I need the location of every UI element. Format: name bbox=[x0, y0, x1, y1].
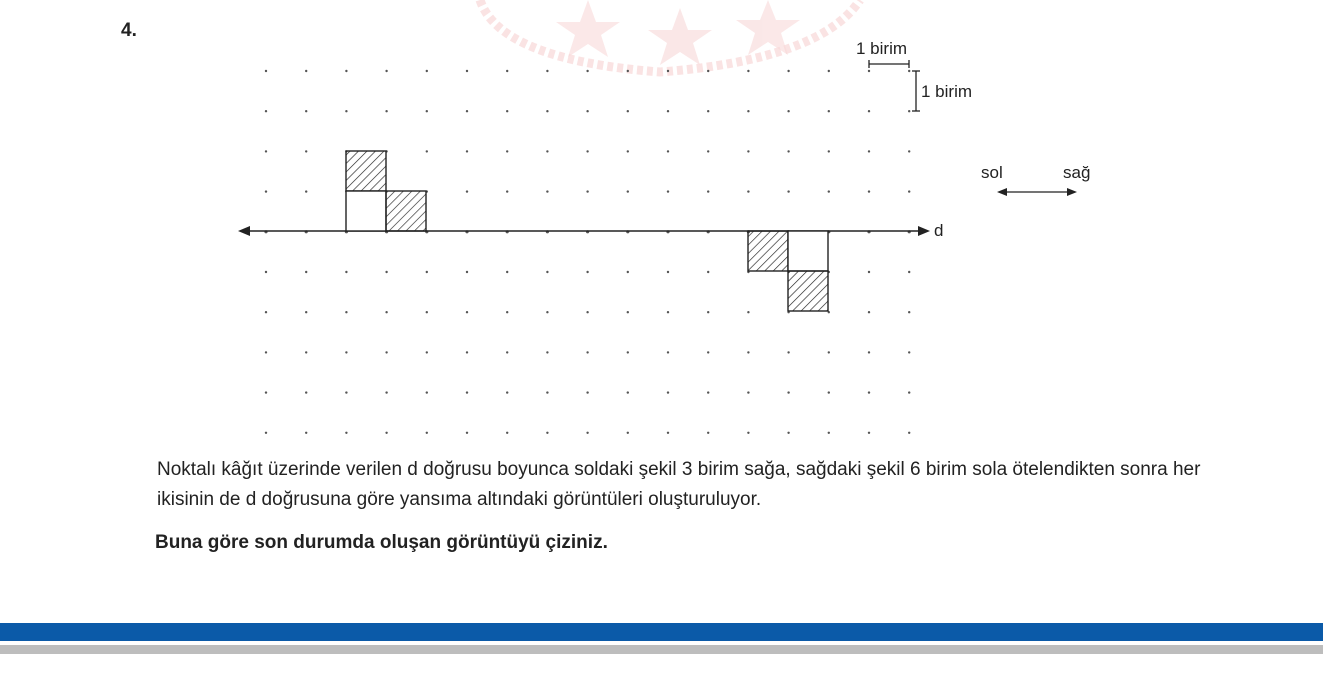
grid-dot bbox=[506, 432, 508, 434]
grid-dot bbox=[908, 271, 910, 273]
question-instruction: Buna göre son durumda oluşan görüntüyü çiziniz. bbox=[155, 532, 608, 553]
grid-dot bbox=[466, 432, 468, 434]
grid-dot bbox=[586, 391, 588, 393]
grid-dot bbox=[546, 150, 548, 152]
arrowhead-left-icon bbox=[238, 226, 250, 236]
grid-dot bbox=[787, 110, 789, 112]
grid-dot bbox=[707, 271, 709, 273]
grid-dot bbox=[667, 351, 669, 353]
grid-dot bbox=[627, 311, 629, 313]
unit-h-label: 1 birim bbox=[856, 39, 908, 58]
grid-dot bbox=[466, 110, 468, 112]
right-shape-hatched-left bbox=[748, 231, 788, 271]
grid-dot bbox=[546, 432, 548, 434]
grid-dot bbox=[828, 391, 830, 393]
unit-scale-horizontal bbox=[856, 39, 909, 68]
grid-dot bbox=[345, 391, 347, 393]
grid-dot bbox=[506, 190, 508, 192]
grid-dot bbox=[868, 351, 870, 353]
grid-dot bbox=[546, 70, 548, 72]
grid-dot bbox=[627, 432, 629, 434]
grid-dot bbox=[627, 110, 629, 112]
grid-dot bbox=[546, 351, 548, 353]
grid-dot bbox=[265, 271, 267, 273]
grid-dot bbox=[426, 311, 428, 313]
grid-dot bbox=[586, 311, 588, 313]
grid-dot bbox=[586, 190, 588, 192]
grid-dot bbox=[908, 70, 910, 72]
grid-dot bbox=[627, 351, 629, 353]
grid-dot bbox=[345, 271, 347, 273]
right-shape-hatched-bottom bbox=[788, 271, 828, 311]
grid-dot bbox=[345, 351, 347, 353]
grid-dot bbox=[385, 110, 387, 112]
grid-dot bbox=[908, 391, 910, 393]
line-d bbox=[238, 221, 943, 240]
grid-dot bbox=[667, 190, 669, 192]
grid-dot bbox=[305, 150, 307, 152]
grid-dot bbox=[747, 432, 749, 434]
grid-dot bbox=[707, 70, 709, 72]
grid-dot bbox=[747, 150, 749, 152]
grid-dot bbox=[787, 70, 789, 72]
grid-dot bbox=[667, 391, 669, 393]
grid-dot bbox=[305, 351, 307, 353]
left-shape-hatched-right bbox=[386, 191, 426, 231]
left-shape bbox=[346, 151, 426, 231]
grid-dot bbox=[667, 70, 669, 72]
grid-dot bbox=[908, 190, 910, 192]
grid-dot bbox=[627, 271, 629, 273]
grid-dot bbox=[908, 150, 910, 152]
grid-dot bbox=[546, 271, 548, 273]
grid-dot bbox=[586, 271, 588, 273]
grid-dot bbox=[265, 351, 267, 353]
grid-dot bbox=[426, 391, 428, 393]
grid-dot bbox=[707, 110, 709, 112]
grid-dot bbox=[265, 391, 267, 393]
grid-dot bbox=[506, 311, 508, 313]
footer-blue-bar bbox=[0, 623, 1323, 641]
unit-scale-vertical bbox=[912, 71, 972, 111]
grid-dot bbox=[345, 70, 347, 72]
grid-dot bbox=[345, 110, 347, 112]
left-shape-hatched-top bbox=[346, 151, 386, 191]
grid-dot bbox=[667, 150, 669, 152]
grid-dot bbox=[586, 351, 588, 353]
grid-dot bbox=[265, 432, 267, 434]
grid-dot bbox=[426, 110, 428, 112]
grid-dot bbox=[466, 391, 468, 393]
grid-dot bbox=[426, 70, 428, 72]
grid-dot bbox=[426, 271, 428, 273]
grid-dot bbox=[627, 70, 629, 72]
grid-dot bbox=[707, 432, 709, 434]
grid-dot bbox=[506, 391, 508, 393]
grid-dot bbox=[868, 110, 870, 112]
grid-dot bbox=[828, 70, 830, 72]
grid-dot bbox=[546, 190, 548, 192]
grid-dot bbox=[908, 432, 910, 434]
direction-left-label: sol bbox=[981, 163, 1003, 182]
grid-dot bbox=[908, 110, 910, 112]
grid-dot bbox=[426, 432, 428, 434]
grid-dot bbox=[787, 391, 789, 393]
grid-dot bbox=[265, 150, 267, 152]
direction-right-label: sağ bbox=[1063, 163, 1091, 182]
grid-dot bbox=[707, 190, 709, 192]
grid-dot bbox=[747, 190, 749, 192]
grid-dot bbox=[707, 150, 709, 152]
grid-dot bbox=[345, 311, 347, 313]
grid-dot bbox=[265, 70, 267, 72]
grid-dot bbox=[707, 351, 709, 353]
grid-dot bbox=[627, 391, 629, 393]
right-shape bbox=[748, 231, 828, 311]
grid-dot bbox=[747, 351, 749, 353]
grid-dot bbox=[868, 391, 870, 393]
grid-dot bbox=[305, 311, 307, 313]
grid-dot bbox=[466, 351, 468, 353]
grid-dot bbox=[506, 110, 508, 112]
grid-dot bbox=[546, 391, 548, 393]
grid-dot bbox=[305, 391, 307, 393]
grid-dot bbox=[466, 70, 468, 72]
grid-dot bbox=[265, 110, 267, 112]
grid-dot bbox=[586, 70, 588, 72]
grid-dot bbox=[305, 271, 307, 273]
grid-dot bbox=[506, 150, 508, 152]
grid-dot bbox=[385, 70, 387, 72]
grid-dot bbox=[506, 271, 508, 273]
grid-dot bbox=[426, 150, 428, 152]
grid-dot bbox=[305, 110, 307, 112]
grid-dot bbox=[747, 110, 749, 112]
grid-dot bbox=[345, 432, 347, 434]
grid-dot bbox=[868, 432, 870, 434]
grid-dot bbox=[747, 70, 749, 72]
grid-dot bbox=[466, 150, 468, 152]
grid-dot bbox=[305, 432, 307, 434]
grid-dot bbox=[667, 110, 669, 112]
grid-dot bbox=[627, 190, 629, 192]
grid-dot bbox=[747, 391, 749, 393]
grid-dot bbox=[908, 311, 910, 313]
grid-dot bbox=[868, 150, 870, 152]
grid-dot bbox=[828, 432, 830, 434]
grid-dot bbox=[707, 391, 709, 393]
grid-dot bbox=[868, 190, 870, 192]
grid-dot bbox=[787, 150, 789, 152]
grid-dot bbox=[586, 432, 588, 434]
grid-dot bbox=[546, 110, 548, 112]
question-number: 4. bbox=[121, 20, 137, 41]
grid-dot bbox=[627, 150, 629, 152]
grid-dot bbox=[466, 311, 468, 313]
grid-dot bbox=[868, 271, 870, 273]
grid-dot bbox=[305, 70, 307, 72]
grid-dot bbox=[828, 110, 830, 112]
grid-dot bbox=[868, 311, 870, 313]
grid-dot bbox=[667, 432, 669, 434]
arrowhead-right-icon bbox=[918, 226, 930, 236]
grid-dot bbox=[546, 311, 548, 313]
grid-dot bbox=[868, 70, 870, 72]
grid-dot bbox=[506, 351, 508, 353]
grid-dot bbox=[385, 311, 387, 313]
grid-dot bbox=[787, 351, 789, 353]
grid-dot bbox=[265, 190, 267, 192]
direction-indicator bbox=[981, 163, 1090, 196]
direction-arrow-right-icon bbox=[1067, 188, 1077, 196]
grid-dot bbox=[908, 351, 910, 353]
grid-dot bbox=[385, 391, 387, 393]
direction-arrow-left-icon bbox=[997, 188, 1007, 196]
left-shape-empty bbox=[346, 191, 386, 231]
grid-dot bbox=[828, 351, 830, 353]
unit-v-label: 1 birim bbox=[921, 82, 973, 101]
grid-dot bbox=[466, 271, 468, 273]
grid-dot bbox=[787, 190, 789, 192]
question-paragraph: Noktalı kâğıt üzerinde verilen d doğrusu boyunca soldaki şekil 3 birim sağa, sağdaki şekil 6 birim sola ötelendikten sonra her ikisinin de d doğrusuna göre yansıma altındaki görüntüleri oluşturuluyor. bbox=[157, 459, 1201, 510]
footer-gray-bar bbox=[0, 645, 1323, 654]
right-shape-empty bbox=[788, 231, 828, 271]
grid-dot bbox=[787, 432, 789, 434]
grid-dot bbox=[506, 70, 508, 72]
grid-dot bbox=[305, 190, 307, 192]
grid-dot bbox=[667, 311, 669, 313]
grid-dot bbox=[426, 351, 428, 353]
grid-dot bbox=[667, 271, 669, 273]
grid-dot bbox=[586, 110, 588, 112]
grid-dot bbox=[385, 432, 387, 434]
line-d-label: d bbox=[934, 221, 944, 240]
grid-dot bbox=[747, 311, 749, 313]
grid-dot bbox=[466, 190, 468, 192]
grid-dot bbox=[586, 150, 588, 152]
grid-dot bbox=[707, 311, 709, 313]
grid-dot bbox=[828, 190, 830, 192]
grid-dot bbox=[265, 311, 267, 313]
grid-dot bbox=[385, 271, 387, 273]
grid-dot bbox=[385, 351, 387, 353]
grid-dot bbox=[828, 150, 830, 152]
